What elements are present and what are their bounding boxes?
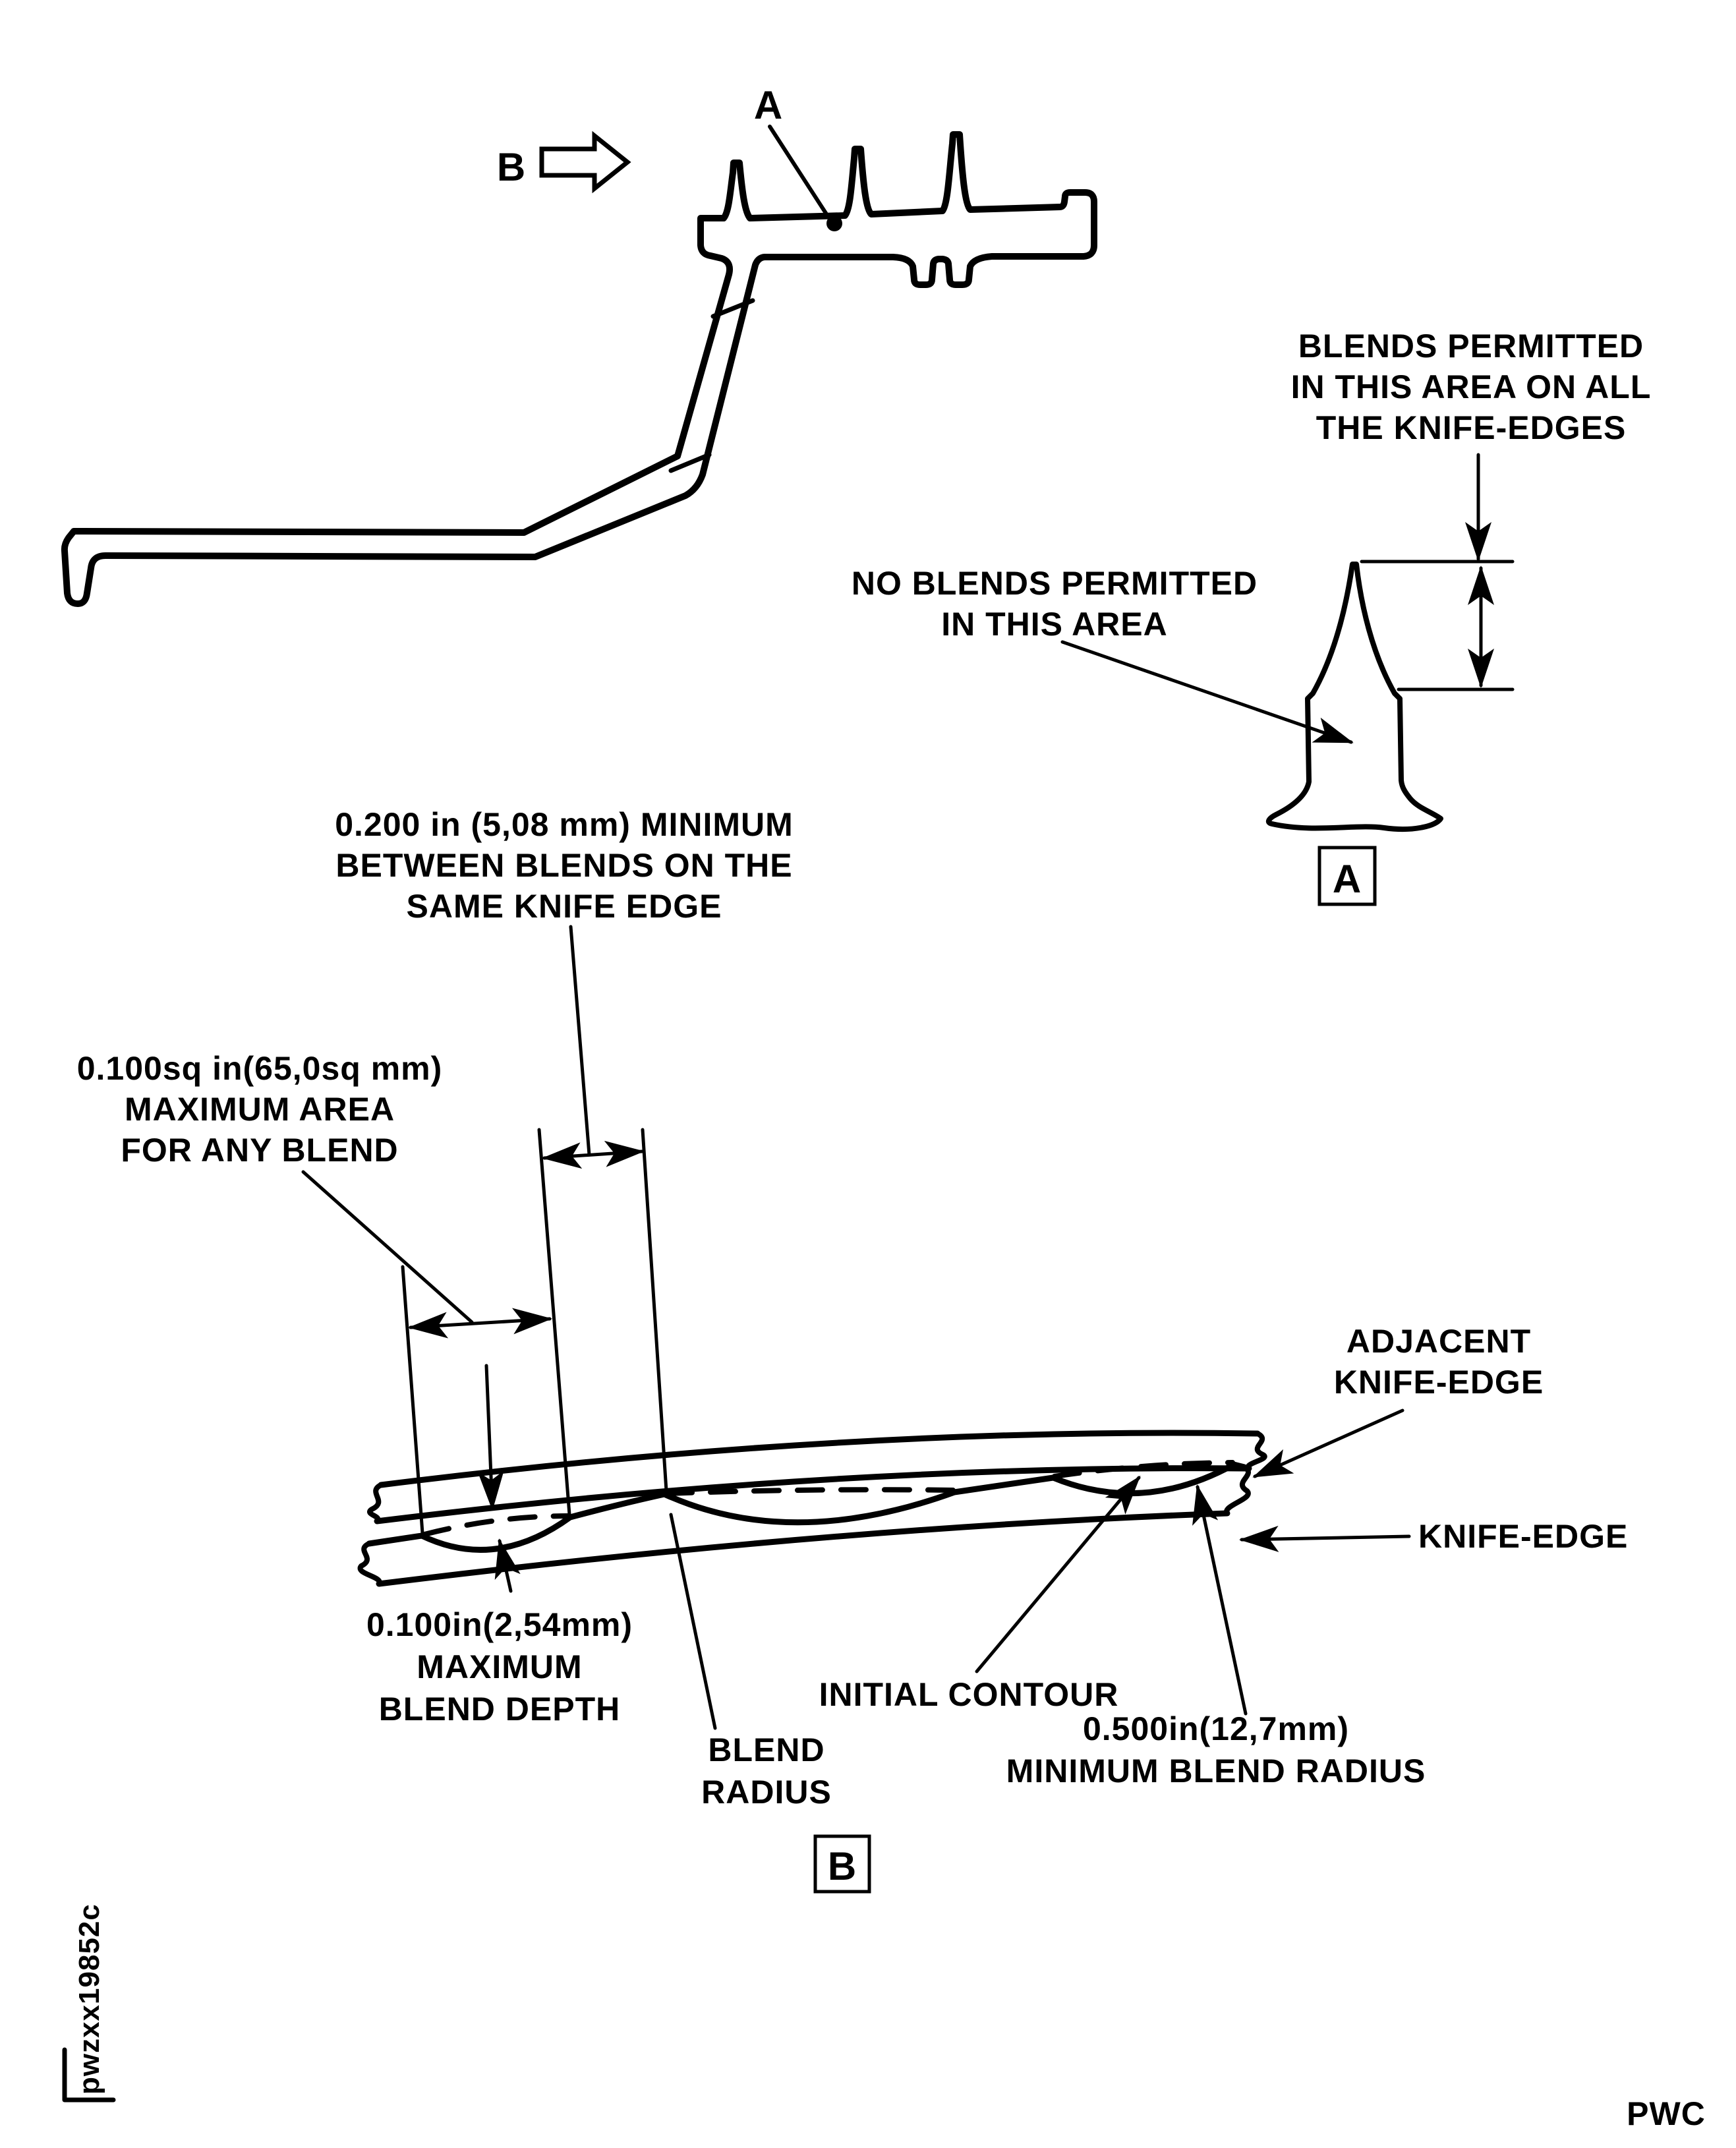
min-blend-radius-leader-arrow <box>1198 1487 1246 1714</box>
max-area-label-line1: 0.100sq in(65,0sq mm) <box>76 1050 443 1087</box>
adjacent-knife-edge-label-line2: KNIFE-EDGE <box>1333 1364 1544 1401</box>
min-between-blends-label-line2: BETWEEN BLENDS ON THE <box>335 847 793 884</box>
no-blends-label-line2: IN THIS AREA <box>941 606 1168 643</box>
extension-line-blend1-left <box>403 1267 422 1533</box>
max-depth-label-line2: MAXIMUM <box>417 1648 583 1685</box>
view-b <box>77 806 1629 1892</box>
initial-contour-label: INITIAL CONTOUR <box>819 1676 1119 1713</box>
min-between-blends-dimension-arrow <box>544 1151 642 1158</box>
max-area-leader-line <box>303 1172 472 1322</box>
no-blends-label-line1: NO BLENDS PERMITTED <box>851 565 1258 602</box>
min-between-blends-label-line3: SAME KNIFE EDGE <box>406 888 722 925</box>
max-depth-label-line1: 0.100in(2,54mm) <box>366 1606 633 1643</box>
detail-a <box>852 328 1652 904</box>
view-b-direction-arrow-icon <box>542 136 627 189</box>
blends-permitted-label-line3: THE KNIFE-EDGES <box>1316 409 1627 446</box>
blend-depth-down-arrow <box>486 1366 492 1508</box>
detail-a-box-letter: A <box>1332 857 1362 901</box>
max-area-dimension-arrow <box>411 1319 550 1327</box>
knife-edge-left-break <box>361 1544 380 1584</box>
knife-edge-leader-arrow <box>1242 1536 1409 1540</box>
adjacent-knife-edge-label-line1: ADJACENT <box>1346 1323 1532 1360</box>
rotor-profile-outline <box>65 134 1094 604</box>
extension-line-blend1-right <box>539 1130 569 1515</box>
knife-edge-right-break <box>1227 1467 1248 1513</box>
detail-b-box-letter: B <box>827 1844 857 1888</box>
adjacent-knife-edge-leader-arrow <box>1255 1410 1403 1476</box>
min-blend-radius-label-line1: 0.500in(12,7mm) <box>1082 1710 1350 1747</box>
adjacent-knife-edge-right-break <box>1248 1434 1265 1468</box>
extension-line-blend2-left <box>643 1130 666 1491</box>
brand-mark: PWC <box>1627 2095 1706 2132</box>
initial-contour-leader-arrow <box>977 1478 1139 1671</box>
max-area-label-line2: MAXIMUM AREA <box>124 1091 395 1128</box>
blend-radius-label-line2: RADIUS <box>701 1774 832 1811</box>
view-a-letter: A <box>753 83 784 127</box>
max-depth-label-line3: BLEND DEPTH <box>378 1691 621 1727</box>
rotor-cross-section <box>65 83 1094 604</box>
knife-edge-label: KNIFE-EDGE <box>1418 1518 1629 1555</box>
blend-radius-label-line1: BLEND <box>708 1731 825 1768</box>
min-between-blends-label-line1: 0.200 in (5,08 mm) MINIMUM <box>335 806 794 843</box>
min-between-blends-leader-line <box>571 927 589 1155</box>
blends-permitted-label-line1: BLENDS PERMITTED <box>1298 328 1644 364</box>
initial-contour-dashed-blend2 <box>667 1490 953 1494</box>
no-blends-leader-arrow <box>1062 642 1351 742</box>
drawing-number: pwzxx19852c <box>73 1903 105 2095</box>
view-b-letter: B <box>496 145 527 189</box>
min-blend-radius-label-line2: MINIMUM BLEND RADIUS <box>1006 1753 1426 1789</box>
blends-permitted-label-line2: IN THIS AREA ON ALL <box>1290 368 1652 405</box>
view-a-leader-line <box>770 127 828 216</box>
detail-a-knife-edge-outline <box>1269 564 1441 829</box>
max-area-label-line3: FOR ANY BLEND <box>121 1132 399 1169</box>
adjacent-knife-edge-left-break <box>370 1485 381 1521</box>
view-a-leader-dot <box>826 216 842 231</box>
footer <box>65 1903 1706 2132</box>
